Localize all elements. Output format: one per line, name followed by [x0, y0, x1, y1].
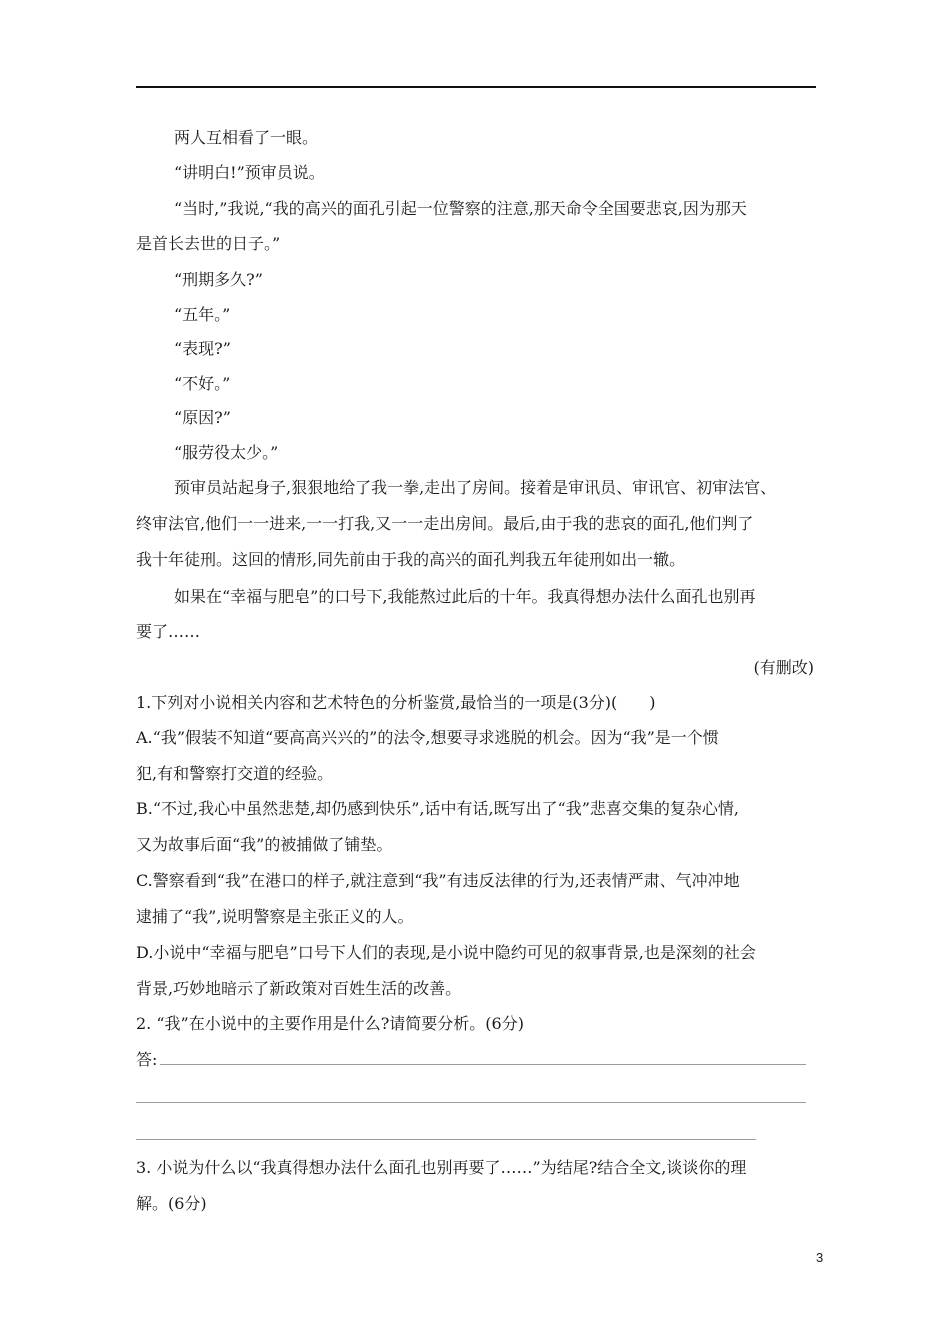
- option-a-continuation: 犯,有和警察打交道的经验。: [136, 764, 334, 783]
- answer-line[interactable]: [136, 1102, 806, 1103]
- option-d: D.小说中“幸福与肥皂”口号下人们的表现,是小说中隐约可见的叙事背景,也是深刻的社会: [136, 943, 756, 962]
- story-paragraph-continuation: 终审法官,他们一一进来,一一打我,又一一走出房间。最后,由于我的悲哀的面孔,他们判了: [136, 514, 754, 533]
- story-paragraph: “刑期多久?”: [174, 270, 263, 289]
- answer-line[interactable]: [160, 1064, 806, 1065]
- answer-label: 答:: [136, 1050, 158, 1069]
- story-paragraph: “当时,”我说,“我的高兴的面孔引起一位警察的注意,那天命令全国要悲哀,因为那天: [174, 199, 747, 218]
- story-paragraph: “不好。”: [174, 374, 231, 393]
- story-paragraph: “讲明白!”预审员说。: [174, 163, 325, 182]
- source-note: (有删改): [753, 658, 814, 677]
- header-rule: [136, 86, 816, 88]
- question-3-continuation: 解。(6分): [136, 1194, 207, 1213]
- answer-line[interactable]: [136, 1139, 756, 1140]
- story-paragraph: “五年。”: [174, 305, 231, 324]
- story-paragraph: “表现?”: [174, 339, 231, 358]
- question-1: 1.下列对小说相关内容和艺术特色的分析鉴赏,最恰当的一项是(3分)( ): [136, 693, 656, 712]
- page-number: 3: [816, 1250, 824, 1265]
- story-paragraph-continuation: 要了……: [136, 622, 201, 641]
- story-paragraph: 两人互相看了一眼。: [174, 128, 319, 147]
- option-b-continuation: 又为故事后面“我”的被捕做了铺垫。: [136, 835, 393, 854]
- question-2: 2. “我”在小说中的主要作用是什么?请简要分析。(6分): [136, 1014, 524, 1033]
- question-3: 3. 小说为什么以“我真得想办法什么面孔也别再要了……”为结尾?结合全文,谈谈你的理: [136, 1158, 747, 1177]
- option-d-continuation: 背景,巧妙地暗示了新政策对百姓生活的改善。: [136, 979, 462, 998]
- story-paragraph-continuation: 我十年徒刑。这回的情形,同先前由于我的高兴的面孔判我五年徒刑如出一辙。: [136, 550, 686, 569]
- option-c-continuation: 逮捕了“我”,说明警察是主张正义的人。: [136, 907, 414, 926]
- story-paragraph: “原因?”: [174, 408, 231, 427]
- story-paragraph: “服劳役太少。”: [174, 443, 279, 462]
- story-paragraph: 如果在“幸福与肥皂”的口号下,我能熬过此后的十年。我真得想办法什么面孔也别再: [174, 587, 756, 606]
- option-b: B.“不过,我心中虽然悲楚,却仍感到快乐”,话中有话,既写出了“我”悲喜交集的复杂心情,: [136, 799, 739, 818]
- story-paragraph: 预审员站起身子,狠狠地给了我一拳,走出了房间。接着是审讯员、审讯官、初审法官、: [174, 478, 777, 497]
- option-a: A.“我”假装不知道“要高高兴兴的”的法令,想要寻求逃脱的机会。因为“我”是一个惯: [136, 728, 719, 747]
- option-c: C.警察看到“我”在港口的样子,就注意到“我”有违反法律的行为,还表情严肃、气冲冲地: [136, 871, 740, 890]
- story-paragraph-continuation: 是首长去世的日子。”: [136, 234, 281, 253]
